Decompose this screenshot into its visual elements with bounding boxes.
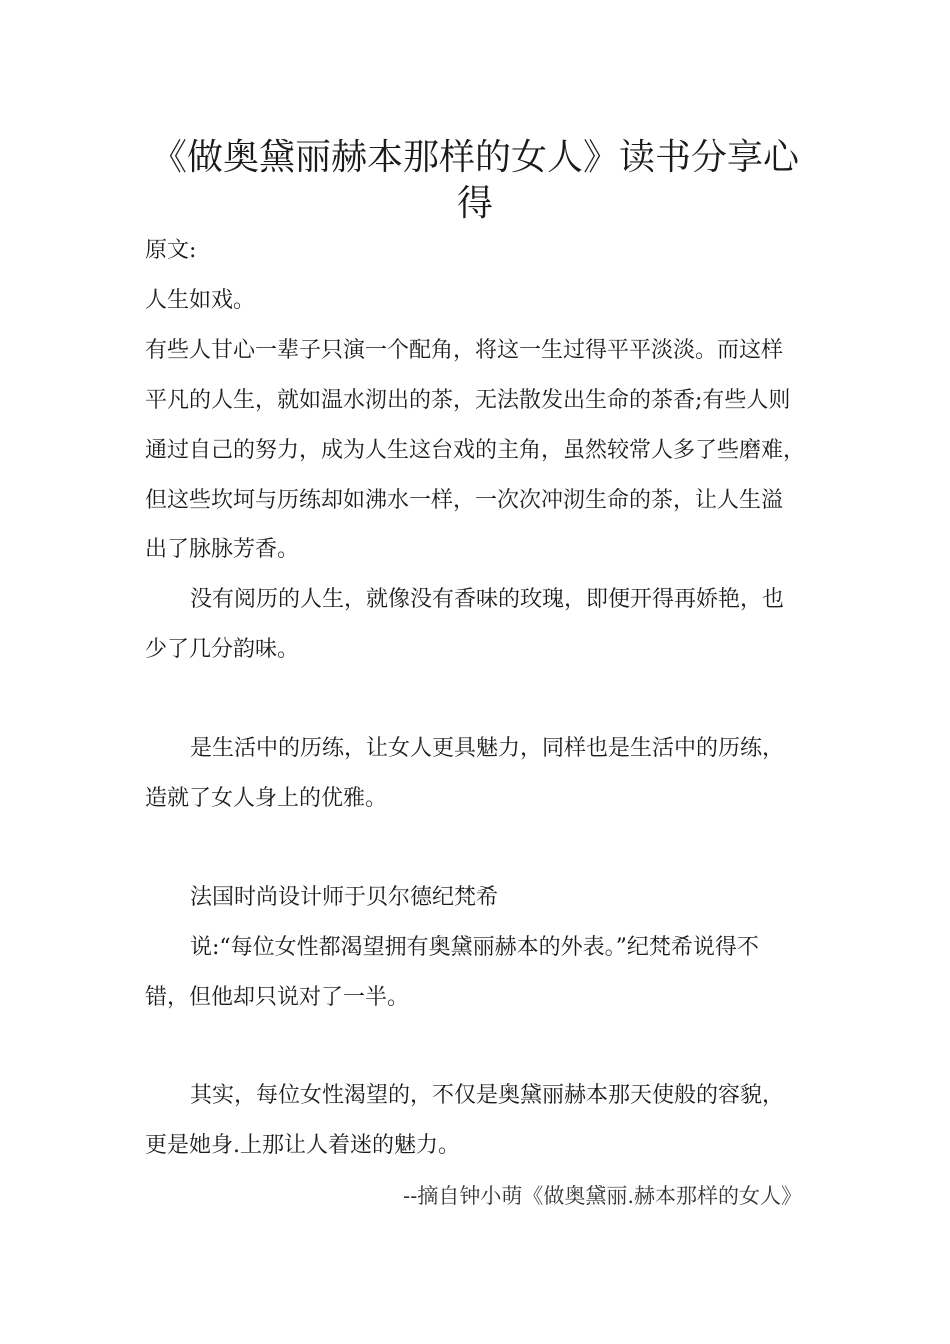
paragraph-2-line-5: 出了脉脉芳香。: [145, 537, 300, 562]
paragraph-2-line-4: 但这些坎坷与历练却如沸水一样，一次次冲沏生命的茶，让人生溢: [145, 488, 784, 513]
paragraph-3-line-2: 少了几分韵味。: [145, 637, 300, 662]
citation: --摘自钟小萌《做奥黛丽.赫本那样的女人》: [403, 1184, 802, 1208]
paragraph-2-line-2: 平凡的人生，就如温水沏出的茶，无法散发出生命的茶香;有些人则: [145, 388, 791, 413]
paragraph-7-line-2: 更是她身.上那让人着迷的魅力。: [145, 1133, 460, 1158]
document-title-line-1: 《做奥黛丽赫本那样的女人》读书分享心: [150, 137, 799, 178]
document-title-line-2: 得: [456, 183, 493, 224]
paragraph-3-line-1: 没有阅历的人生，就像没有香味的玫瑰，即便开得再娇艳，也: [190, 587, 785, 612]
original-text-label: 原文:: [145, 238, 197, 263]
paragraph-4-line-2: 造就了女人身上的优雅。: [145, 786, 388, 811]
paragraph-7-line-1: 其实，每位女性渴望的，不仅是奥黛丽赫本那天使般的容貌，: [190, 1083, 785, 1108]
paragraph-4-line-1: 是生活中的历练，让女人更具魅力，同样也是生活中的历练，: [190, 736, 785, 761]
paragraph-5-line-1: 法国时尚设计师于贝尔德纪梵希: [190, 885, 499, 910]
paragraph-1: 人生如戏。: [145, 288, 256, 313]
paragraph-6-line-1: 说:“每位女性都渴望拥有奥黛丽赫本的外表。”纪梵希说得不: [190, 935, 759, 960]
paragraph-2-line-1: 有些人甘心一辈子只演一个配角，将这一生过得平平淡淡。而这样: [145, 338, 784, 363]
paragraph-6-line-2: 错，但他却只说对了一半。: [145, 985, 410, 1010]
paragraph-2-line-3: 通过自己的努力，成为人生这台戏的主角，虽然较常人多了些磨难，: [145, 438, 806, 463]
